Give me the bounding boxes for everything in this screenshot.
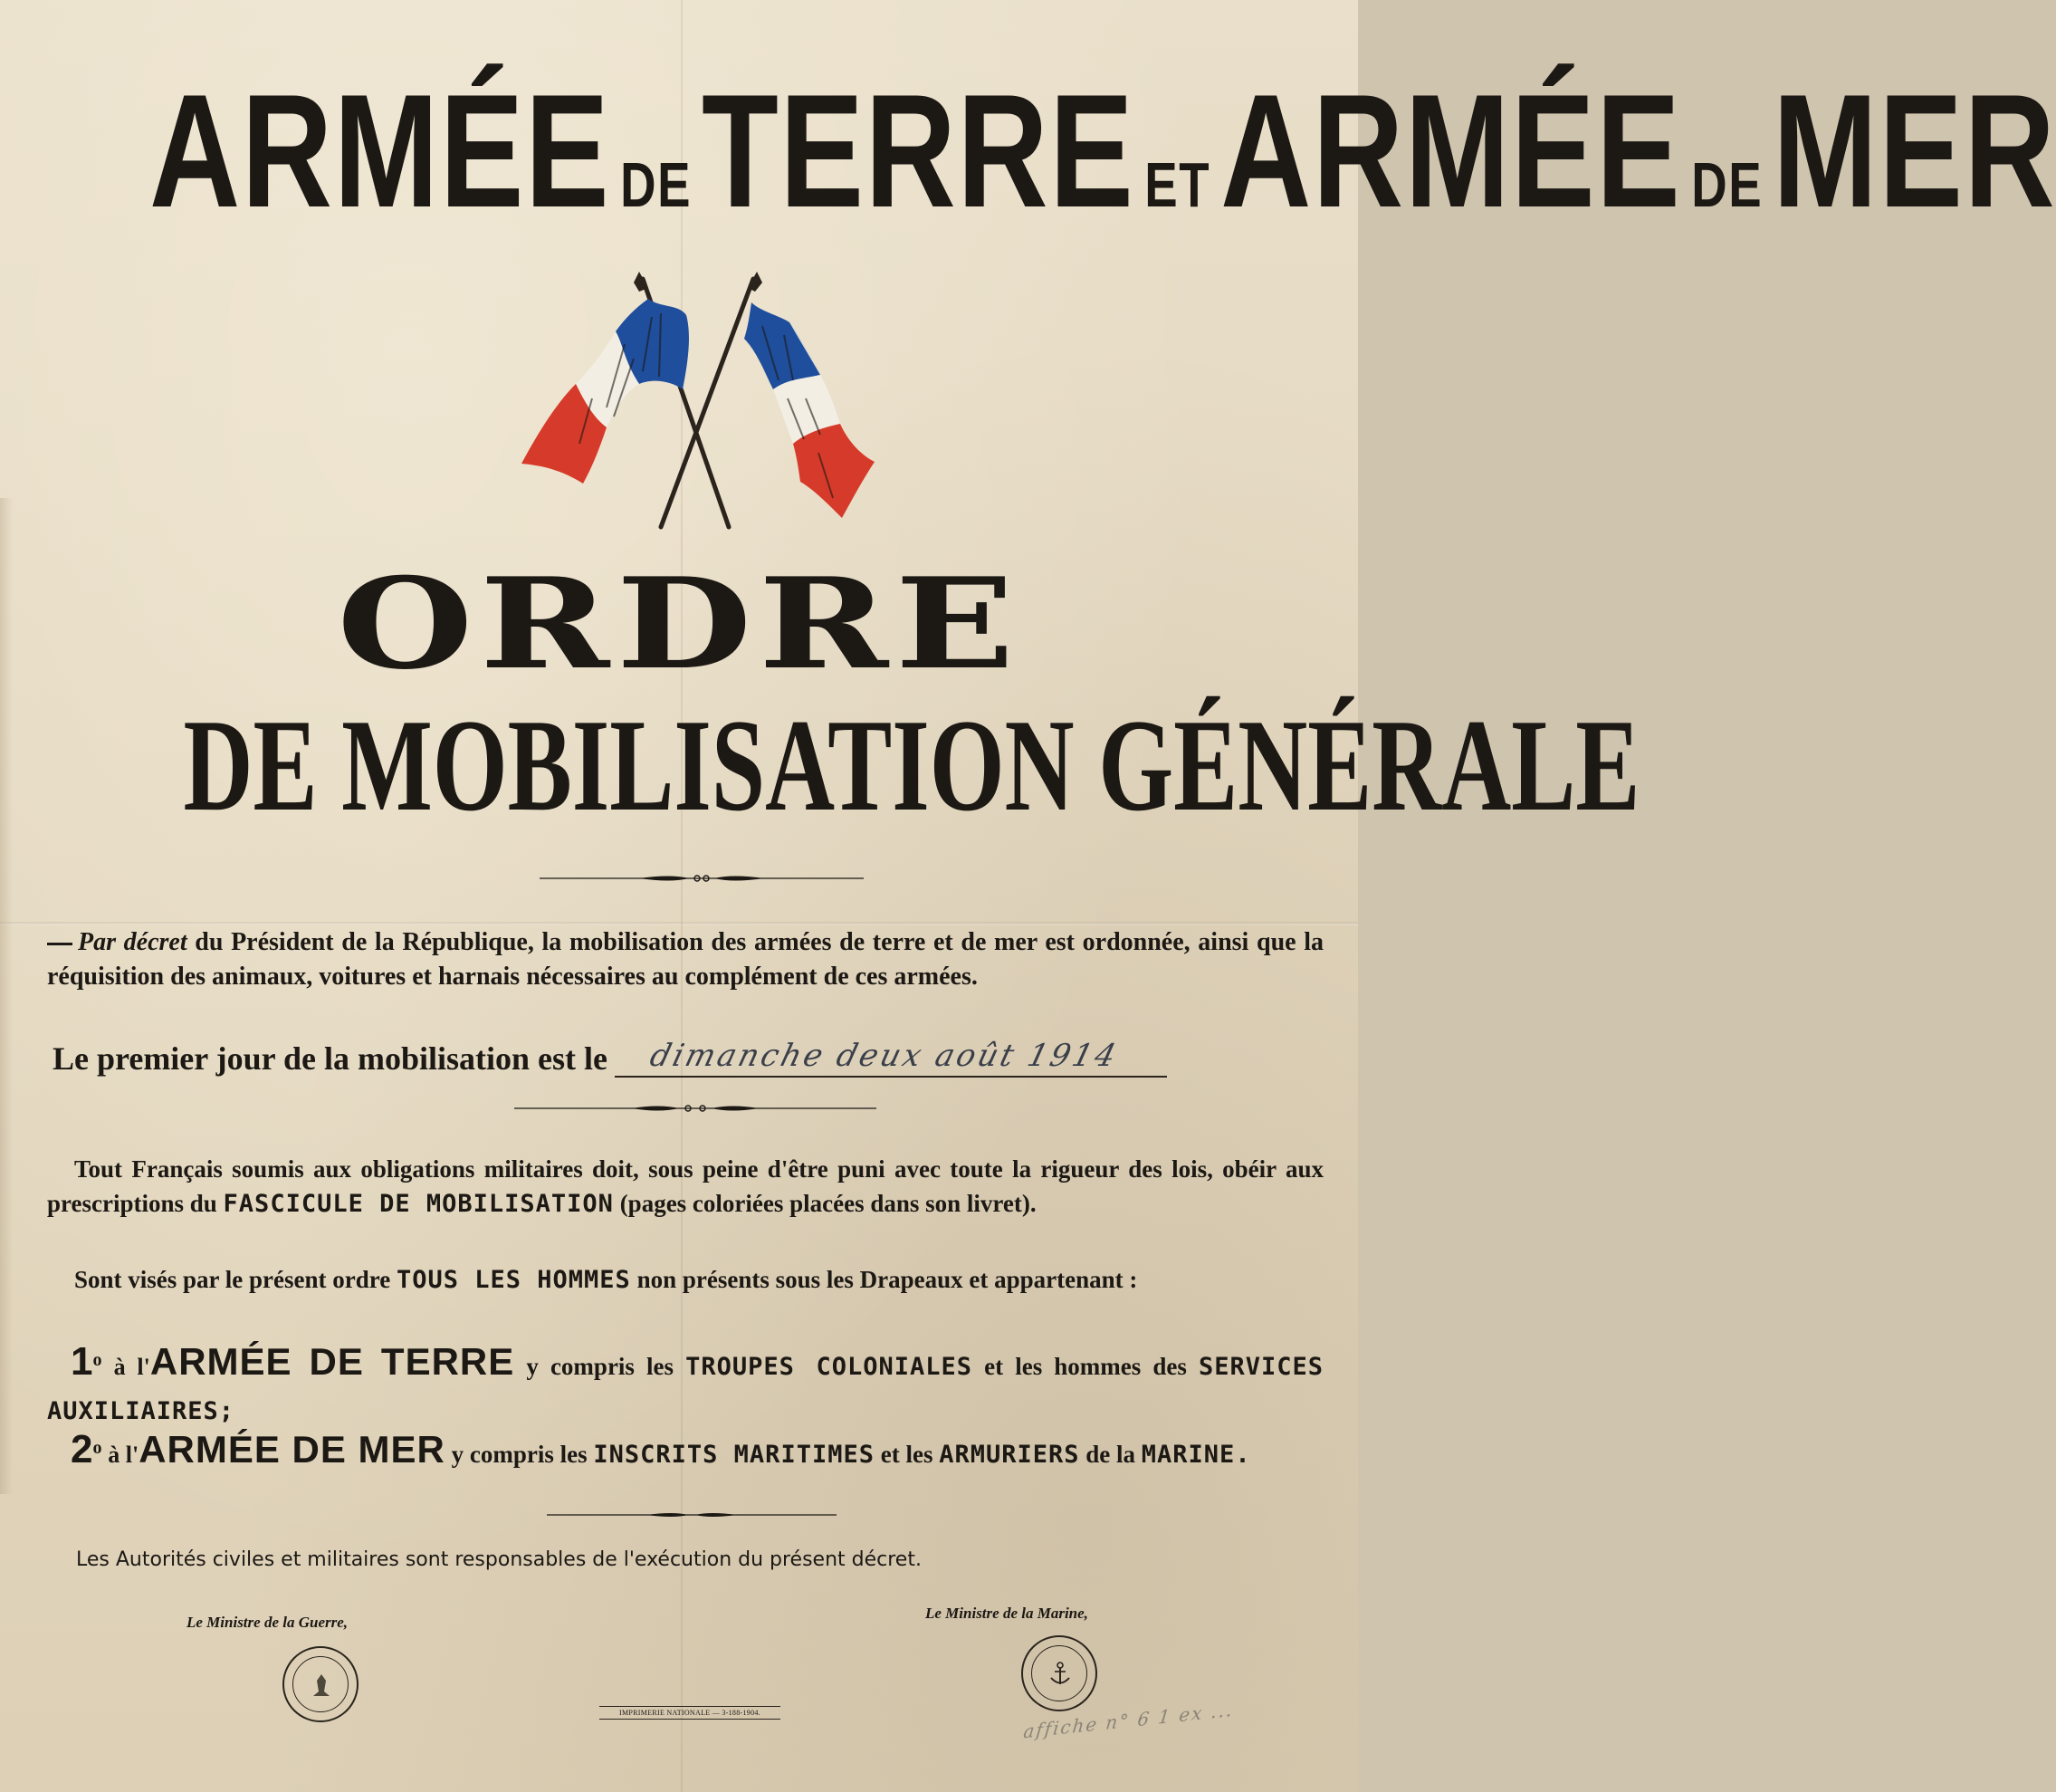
decree-text: du Président de la République, la mobilisation des armées de terre et de mer est ordonnée, ainsi que la réquisition des animaux, voitures et harnais nécessaires au complément de ces armées. <box>47 928 1324 991</box>
first-day-label: Le premier jour de la mobilisation est le <box>53 1040 607 1077</box>
header-word: ARMÉE <box>149 61 611 241</box>
obligation-paragraph <box>47 1152 1324 1222</box>
army-land-item <box>47 1338 1324 1433</box>
item-text: et les hommes des <box>984 1353 1187 1380</box>
poster-header <box>149 61 2056 241</box>
item-text: y compris les <box>451 1441 588 1468</box>
ordinal-mark: o <box>92 1350 102 1370</box>
army-name: ARMÉE DE MER <box>139 1428 445 1471</box>
war-ministry-seal-icon <box>282 1646 359 1722</box>
header-word: DE <box>1691 149 1764 220</box>
ornament-divider <box>547 1510 837 1519</box>
ornament-divider <box>540 873 864 884</box>
signature-navy-minister: Le Ministre de la Marine, <box>925 1605 1088 1622</box>
item-number: 2 <box>71 1427 93 1471</box>
header-word: DE <box>620 149 693 220</box>
poster-title: ORDRE <box>337 550 1021 697</box>
inscrits-emphasis: INSCRITS MARITIMES <box>593 1441 875 1469</box>
services-emphasis: SERVICES AUXILIAIRES; <box>47 1353 1324 1425</box>
tous-les-hommes-emphasis: TOUS LES HOMMES <box>396 1266 631 1294</box>
handwritten-date: dimanche deux août 1914 <box>645 1038 1123 1074</box>
header-word: ARMÉE <box>1220 61 1682 241</box>
ordinal-mark: o <box>92 1438 102 1458</box>
vises-text: non présents sous les Drapeaux et appartenant : <box>636 1266 1138 1293</box>
flag-red-band <box>793 424 875 518</box>
armuriers-emphasis: ARMURIERS <box>939 1441 1080 1469</box>
fascicule-emphasis: FASCICULE DE MOBILISATION <box>223 1190 614 1218</box>
obligation-text: (pages coloriées placées dans son livret). <box>619 1190 1037 1217</box>
decree-paragraph <box>47 925 1324 994</box>
vises-paragraph <box>47 1262 1324 1298</box>
decree-lead: Par décret <box>78 928 187 956</box>
anchor-icon <box>1047 1661 1074 1688</box>
responsibility-statement: Les Autorités civiles et militaires sont responsables de l'exécution du présent décret. <box>76 1548 922 1571</box>
army-sea-item <box>47 1426 1324 1477</box>
seal-figure-icon <box>308 1672 335 1699</box>
item-number: 1 <box>71 1339 93 1384</box>
item-text: et les <box>880 1441 933 1468</box>
fold-crease-vertical <box>681 0 683 1792</box>
pencil-annotation: affiche n° 6 1 ex ... <box>1022 1698 1236 1743</box>
date-fill-line <box>615 1040 1167 1078</box>
item-text: y compris les <box>526 1353 674 1380</box>
printer-imprint: IMPRIMERIE NATIONALE — 3-188-1904. <box>599 1706 780 1720</box>
troupes-emphasis: TROUPES COLONIALES <box>685 1353 973 1381</box>
header-word: ET <box>1144 149 1211 220</box>
header-word: MER <box>1773 61 2056 241</box>
dash-mark <box>47 943 72 945</box>
army-name: ARMÉE DE TERRE <box>149 1340 515 1383</box>
first-day-line <box>53 1040 1329 1078</box>
item-text: à l' <box>113 1354 150 1380</box>
signature-war-minister: Le Ministre de la Guerre, <box>186 1614 349 1631</box>
obligation-text: Tout Français soumis aux obligations militaires doit, sous peine d'être puni avec toute la rigueur des lois, obéir aux prescriptions du <box>47 1155 1324 1217</box>
vises-text: Sont visés par le présent ordre <box>74 1266 391 1293</box>
marine-emphasis: MARINE. <box>1141 1441 1251 1469</box>
item-text: à l' <box>108 1442 139 1468</box>
header-word: TERRE <box>702 61 1135 241</box>
ornament-divider <box>514 1103 876 1114</box>
flag-blue-band <box>744 302 820 389</box>
poster-subtitle: DE MOBILISATION GÉNÉRALE <box>183 692 1640 839</box>
item-text: de la <box>1085 1441 1136 1468</box>
navy-ministry-seal-icon <box>1021 1635 1097 1711</box>
crossed-flags-icon <box>516 272 878 543</box>
